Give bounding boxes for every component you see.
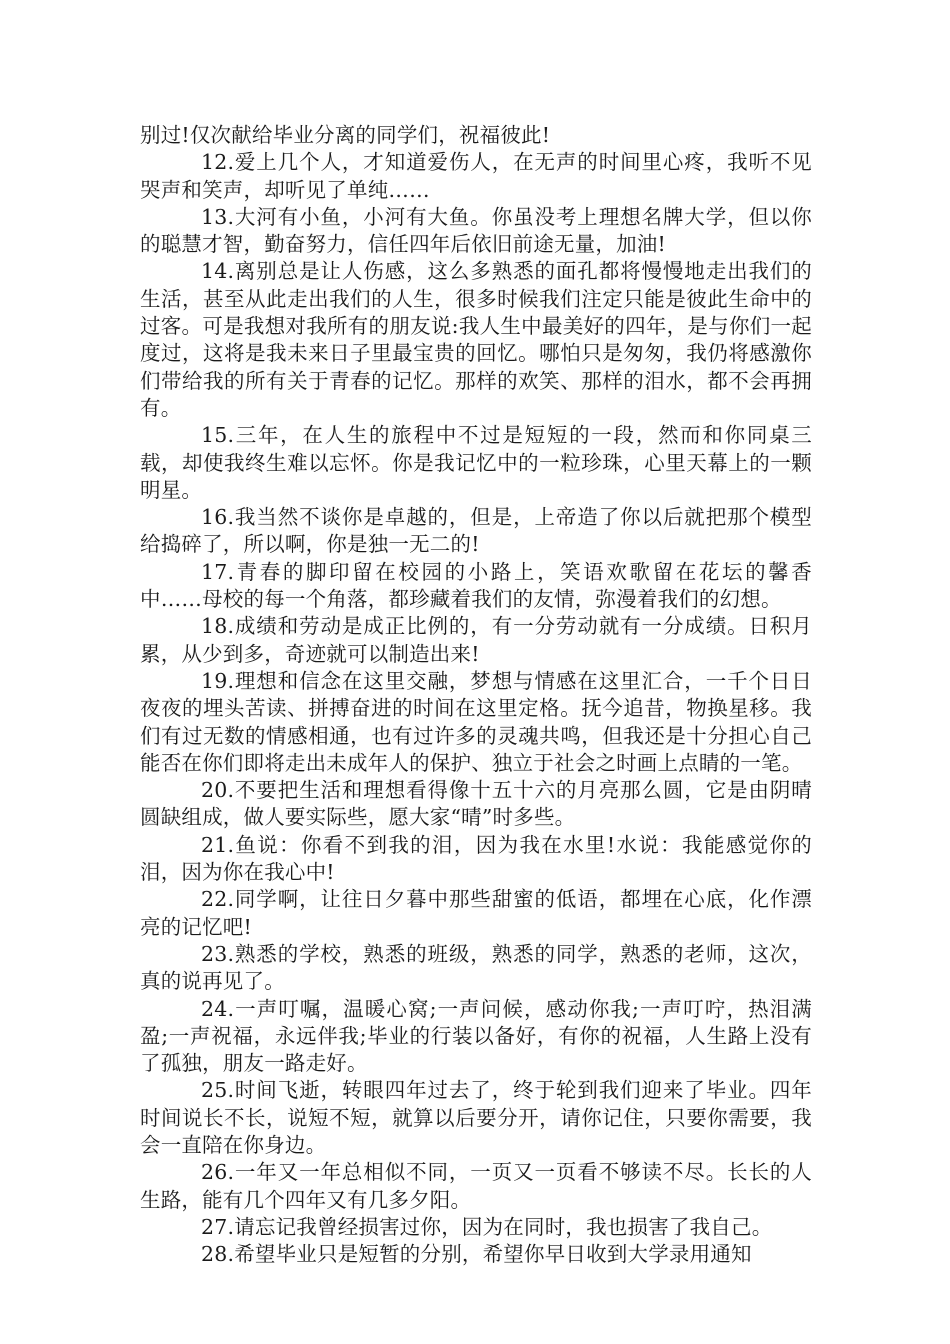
paragraph-24: 24.一声叮嘱，温暖心窝;一声问候，感动你我;一声叮咛，热泪满盈;一声祝福，永远伴我;毕业的行装以备好，有你的祝福，人生路上没有了孤独，朋友一路走好。 (140, 996, 812, 1076)
paragraph-15: 15.三年，在人生的旅程中不过是短短的一段，然而和你同桌三载，却使我终生难以忘怀。你是我记忆中的一粒珍珠，心里天幕上的一颗明星。 (140, 423, 812, 502)
document-page (140, 122, 812, 1268)
paragraph-25: 25.时间飞逝，转眼四年过去了，终于轮到我们迎来了毕业。四年时间说长不长，说短不短，就算以后要分开，请你记住，只要你需要，我会一直陪在你身边。 (140, 1078, 812, 1157)
paragraph-22: 22.同学啊，让往日夕暮中那些甜蜜的低语，都埋在心底，化作漂亮的记忆吧! (140, 887, 812, 939)
paragraph-continuation: 别过!仅次献给毕业分离的同学们，祝福彼此! (140, 123, 551, 147)
paragraph-16: 16.我当然不谈你是卓越的，但是，上帝造了你以后就把那个模型给捣碎了，所以啊，你是独一无二的! (140, 505, 812, 557)
paragraph-20: 20.不要把生活和理想看得像十五十六的月亮那么圆，它是由阴晴圆缺组成，做人要实际些，愿大家“晴”时多些。 (140, 778, 812, 830)
paragraph-21: 21.鱼说：你看不到我的泪，因为我在水里!水说：我能感觉你的泪，因为你在我心中! (140, 832, 812, 885)
paragraph-17: 17.青春的脚印留在校园的小路上，笑语欢歌留在花坛的馨香中……母校的每一个角落，都珍藏着我们的友情，弥漫着我们的幻想。 (140, 559, 812, 612)
paragraph-12: 12.爱上几个人，才知道爱伤人，在无声的时间里心疼，我听不见哭声和笑声，却听见了单纯…… (140, 150, 812, 202)
paragraph-19: 19.理想和信念在这里交融，梦想与情感在这里汇合，一千个日日夜夜的埋头苦读、拼搏奋进的时间在这里定格。抚今追昔，物换星移。我们有过无数的情感相通，也有过许多的灵魂共鸣，但我还是十分担心自己能否在你们即将走出未成年人的保护、独立于社会之时画上点睛的一笔。 (140, 668, 812, 775)
paragraph-23: 23.熟悉的学校，熟悉的班级，熟悉的同学，熟悉的老师，这次，真的说再见了。 (140, 941, 812, 994)
paragraph-18: 18.成绩和劳动是成正比例的，有一分劳动就有一分成绩。日积月累，从少到多，奇迹就可以制造出来! (140, 614, 812, 666)
paragraph-27: 27.请忘记我曾经损害过你，因为在同时，我也损害了我自己。 (201, 1214, 773, 1239)
paragraph-13: 13.大河有小鱼，小河有大鱼。你虽没考上理想名牌大学，但以你的聪慧才智，勤奋努力，信任四年后依旧前途无量，加油! (140, 204, 812, 257)
paragraph-26: 26.一年又一年总相似不同，一页又一页看不够读不尽。长长的人生路，能有几个四年又有几多夕阳。 (140, 1160, 812, 1212)
paragraph-14: 14.离别总是让人伤感，这么多熟悉的面孔都将慢慢地走出我们的生活，甚至从此走出我们的人生，很多时候我们注定只能是彼此生命中的过客。可是我想对我所有的朋友说:我人生中最美好的四年，是与你们一起度过，这将是我未来日子里最宝贵的回忆。哪怕只是匆匆，我仍将感激你们带给我的所有关于青春的记忆。那样的欢笑、那样的泪水，都不会再拥有。 (140, 259, 812, 420)
paragraph-28: 28.希望毕业只是短暂的分别，希望你早日收到大学录用通知 (201, 1242, 752, 1267)
